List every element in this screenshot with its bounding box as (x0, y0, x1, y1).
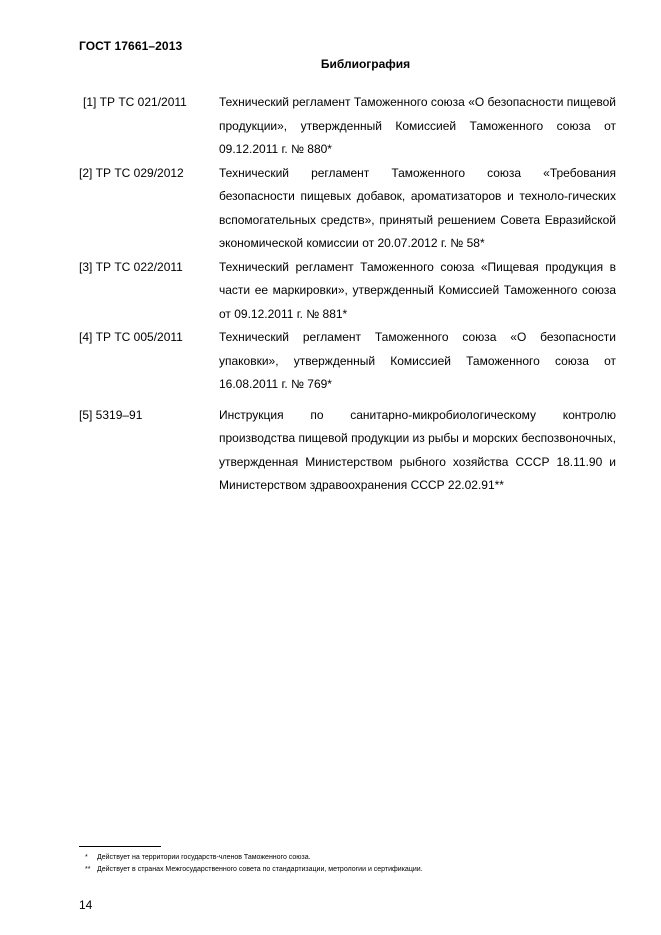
bibliography-code: [2] ТР ТС 029/2012 (79, 165, 184, 180)
bibliography-code: [1] ТР ТС 021/2011 (83, 95, 187, 109)
footnote-text: Действует в странах Межгосударственного совета по стандартизации, метрологии и сертификации. (97, 866, 423, 873)
footnote-mark: ** (85, 866, 91, 873)
bibliography-entry (79, 326, 616, 397)
footnote-divider (79, 846, 161, 847)
footnotes (85, 852, 423, 876)
bibliography-text: Технический регламент Таможенного союза «Пищевая продукция в части ее маркировки», утвержденный Комиссией Таможенного союза от 09.12.2011 г. № 881* (219, 259, 616, 321)
bibliography-code: [5] 5319–91 (79, 407, 143, 422)
bibliography-entry (79, 256, 616, 327)
bibliography-code: [3] ТР ТС 022/2011 (79, 259, 183, 274)
footnote-mark: * (85, 854, 88, 861)
bibliography-text: Технический регламент Таможенного союза «О безопасности упаковки», утвержденный Комиссией Таможенного союза от 16.08.2011 г. № 769* (219, 330, 616, 391)
bibliography-text: Инструкция по санитарно-микробиологическому контролю производства пищевой продукции из рыбы и морских беспозвоночных, утвержденная Министерством рыбного хозяйства СССР 18.11.90 и Министерством здравоохранения СССР 22.02.91** (219, 407, 616, 492)
page-title: Библиография (320, 57, 411, 71)
footnote (85, 864, 423, 876)
bibliography-entry (79, 91, 616, 162)
standard-header: ГОСТ 17661–2013 (79, 39, 183, 53)
bibliography-entry (79, 162, 616, 256)
footnote (85, 852, 423, 864)
bibliography-list (79, 91, 616, 498)
page-number: 14 (79, 898, 93, 912)
footnote-text: Действует на территории государств-членов Таможенного союза. (97, 854, 311, 861)
bibliography-code: [4] ТР ТС 005/2011 (79, 330, 183, 344)
bibliography-text: Технический регламент Таможенного союза «Требования безопасности пищевых добавок, ароматизаторов и техноло-гических вспомогательных средств», принятый решением Совета Евразийской экономической комиссии от 20.07.2012 г. № 58* (219, 165, 616, 250)
bibliography-entry (79, 404, 616, 498)
bibliography-text: Технический регламент Таможенного союза «О безопасности пищевой продукции», утвержденный Комиссией Таможенного союза от 09.12.2011 г. № 880* (219, 95, 616, 156)
